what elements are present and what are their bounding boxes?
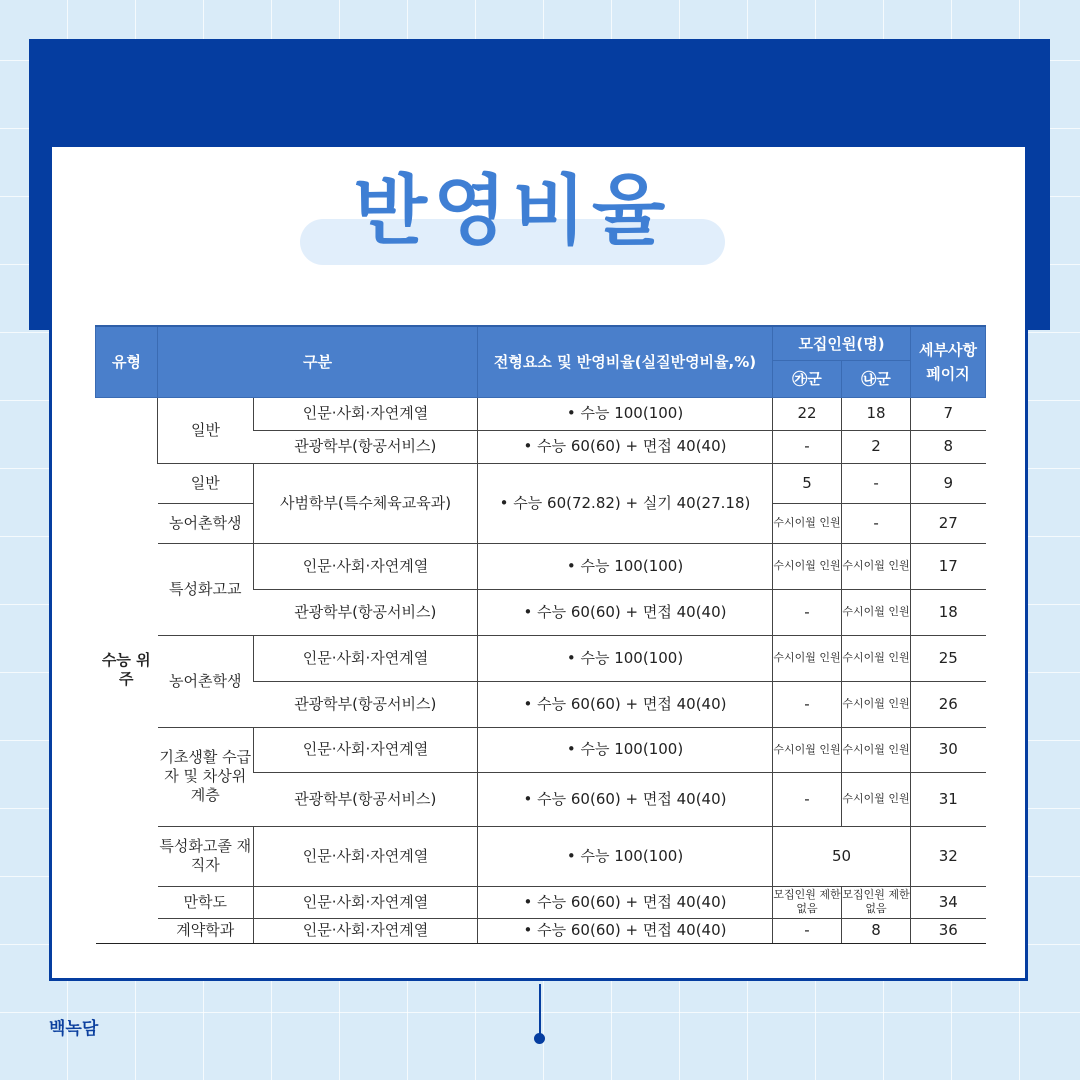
header-elements: 전형요소 및 반영비율(실질반영비율,%) xyxy=(478,326,773,397)
na-count: 2 xyxy=(842,430,911,463)
elements-cell: • 수능 100(100) xyxy=(478,635,773,681)
group-label: 일반 xyxy=(158,463,254,503)
table-row xyxy=(96,826,986,886)
page-number: 17 xyxy=(911,543,986,589)
ga-count: 22 xyxy=(773,397,842,430)
page-number: 26 xyxy=(911,681,986,727)
header-page: 세부사항 페이지 xyxy=(911,326,986,397)
ga-count: 수시이월 인원 xyxy=(773,635,842,681)
table-row xyxy=(96,918,986,943)
group-label: 농어촌학생 xyxy=(158,503,254,543)
page-number: 32 xyxy=(911,826,986,886)
sub-label: 관광학부(항공서비스) xyxy=(254,430,478,463)
footer-dot xyxy=(534,1033,545,1044)
page-number: 31 xyxy=(911,772,986,826)
table-row xyxy=(96,397,986,430)
elements-cell: • 수능 60(60) + 면접 40(40) xyxy=(478,430,773,463)
sub-label: 관광학부(항공서비스) xyxy=(254,681,478,727)
header-ga: ㉮군 xyxy=(773,360,842,397)
ga-count: - xyxy=(773,430,842,463)
gana-count: 50 xyxy=(773,826,911,886)
page-number: 8 xyxy=(911,430,986,463)
ga-count: 수시이월 인원 xyxy=(773,543,842,589)
elements-cell: • 수능 60(60) + 면접 40(40) xyxy=(478,886,773,918)
elements-cell: • 수능 100(100) xyxy=(478,397,773,430)
ga-count: 모집인원 제한없음 xyxy=(773,886,842,918)
elements-cell: • 수능 100(100) xyxy=(478,826,773,886)
elements-cell: • 수능 60(60) + 면접 40(40) xyxy=(478,772,773,826)
na-count: 수시이월 인원 xyxy=(842,589,911,635)
ga-count: - xyxy=(773,589,842,635)
page-number: 27 xyxy=(911,503,986,543)
sub-label: 인문·사회·자연계열 xyxy=(254,543,478,589)
table-row xyxy=(96,727,986,772)
header-na: ㉯군 xyxy=(842,360,911,397)
page-title: 반영비율 xyxy=(353,166,672,255)
elements-cell: • 수능 100(100) xyxy=(478,543,773,589)
table-row xyxy=(96,886,986,918)
header-type: 유형 xyxy=(96,326,158,397)
footer-line xyxy=(539,984,541,1036)
sub-label: 인문·사회·자연계열 xyxy=(254,635,478,681)
sub-label: 인문·사회·자연계열 xyxy=(254,397,478,430)
ga-count: - xyxy=(773,918,842,943)
na-count: - xyxy=(842,503,911,543)
group-label: 기초생활 수급자 및 차상위계층 xyxy=(158,727,254,826)
elements-cell: • 수능 100(100) xyxy=(478,727,773,772)
sub-label: 사범학부(특수체육교육과) xyxy=(254,463,478,543)
na-count: 수시이월 인원 xyxy=(842,772,911,826)
group-label: 일반 xyxy=(158,397,254,463)
page-number: 9 xyxy=(911,463,986,503)
elements-cell: • 수능 60(72.82) + 실기 40(27.18) xyxy=(478,463,773,543)
na-count: 수시이월 인원 xyxy=(842,727,911,772)
group-label: 특성화고졸 재직자 xyxy=(158,826,254,886)
page-number: 36 xyxy=(911,918,986,943)
na-count: 모집인원 제한없음 xyxy=(842,886,911,918)
elements-cell: • 수능 60(60) + 면접 40(40) xyxy=(478,589,773,635)
sub-label: 관광학부(항공서비스) xyxy=(254,772,478,826)
page-number: 30 xyxy=(911,727,986,772)
sub-label: 인문·사회·자연계열 xyxy=(254,918,478,943)
ga-count: 수시이월 인원 xyxy=(773,727,842,772)
page-number: 25 xyxy=(911,635,986,681)
page-number: 7 xyxy=(911,397,986,430)
page-number: 34 xyxy=(911,886,986,918)
table-row xyxy=(96,543,986,589)
na-count: 수시이월 인원 xyxy=(842,681,911,727)
type-label: 수능 위주 xyxy=(96,397,158,943)
ga-count: 5 xyxy=(773,463,842,503)
na-count: 수시이월 인원 xyxy=(842,543,911,589)
elements-cell: • 수능 60(60) + 면접 40(40) xyxy=(478,681,773,727)
ga-count: 수시이월 인원 xyxy=(773,503,842,543)
na-count: 8 xyxy=(842,918,911,943)
sub-label: 관광학부(항공서비스) xyxy=(254,589,478,635)
page-number: 18 xyxy=(911,589,986,635)
sub-label: 인문·사회·자연계열 xyxy=(254,886,478,918)
na-count: 수시이월 인원 xyxy=(842,635,911,681)
sub-label: 인문·사회·자연계열 xyxy=(254,826,478,886)
na-count: 18 xyxy=(842,397,911,430)
ga-count: - xyxy=(773,772,842,826)
sub-label: 인문·사회·자연계열 xyxy=(254,727,478,772)
group-label: 만학도 xyxy=(158,886,254,918)
header-category: 구분 xyxy=(158,326,478,397)
brand-label: 백녹담 xyxy=(49,1019,99,1039)
ga-count: - xyxy=(773,681,842,727)
table-row xyxy=(96,635,986,681)
header-recruit: 모집인원(명) xyxy=(773,326,911,360)
group-label: 계약학과 xyxy=(158,918,254,943)
group-label: 농어촌학생 xyxy=(158,635,254,727)
na-count: - xyxy=(842,463,911,503)
table-row xyxy=(96,463,986,503)
ratio-table xyxy=(95,325,986,944)
elements-cell: • 수능 60(60) + 면접 40(40) xyxy=(478,918,773,943)
group-label: 특성화고교 xyxy=(158,543,254,635)
